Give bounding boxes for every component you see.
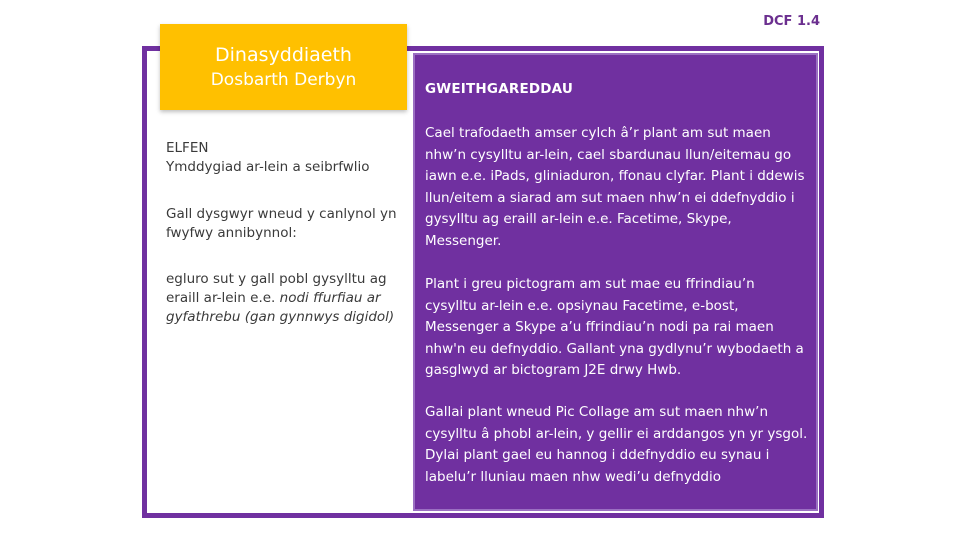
activities-panel bbox=[413, 53, 818, 511]
activities-heading: GWEITHGAREDDAU bbox=[425, 81, 574, 97]
learners-statement: Gall dysgwyr wneud y canlynol yn fwyfwy annibynnol: bbox=[166, 206, 397, 241]
explain-statement bbox=[166, 270, 404, 327]
title-box bbox=[160, 24, 407, 110]
elfen-value: Ymddygiad ar-lein a seibrfwlio bbox=[166, 159, 370, 175]
elfen-label: ELFEN bbox=[166, 140, 209, 156]
activity-paragraph-3: Gallai plant wneud Pic Collage am sut maen nhw’n cysylltu â phobl ar-lein, y gellir ei arddangos yn yr ysgol. Dylai plant gael eu hannog i ddefnyddio eu synau i labelu’r lluniau maen nhw wedi’u defnyddio bbox=[425, 404, 808, 485]
explain-italic: nodi ffurfiau ar gyfathrebu (gan gynnwys digidol) bbox=[166, 290, 395, 325]
elfen-block bbox=[166, 139, 404, 177]
activity-paragraph-2: Plant i greu pictogram am sut mae eu ffrindiau’n cysylltu ar-lein e.e. opsiynau Facetime, e-bost, Messenger a Skype a’u ffrindiau’n nodi pa rai maen nhw'n eu defnyddio. Gallant yna gydlynu’r wybodaeth a gasglwyd ar bictogram J2E drwy Hwb. bbox=[425, 276, 804, 378]
activity-paragraph-1: Cael trafodaeth amser cylch â’r plant am sut maen nhw’n cysylltu ar-lein, cael sbardunau llun/eitemau go iawn e.e. iPads, gliniaduron, ffonau clyfar. Plant i ddewis llun/eitem a siarad am sut maen nhw’n ei ddefnyddio i gysylltu ag eraill ar-lein e.e. Facetime, Skype, Messenger. bbox=[425, 125, 805, 249]
title-main: Dinasyddiaeth bbox=[215, 44, 352, 66]
title-sub: Dosbarth Derbyn bbox=[210, 70, 357, 90]
explain-plain: egluro sut y gall pobl gysylltu ag eraill ar-lein e.e. bbox=[166, 271, 387, 306]
slide-code: DCF 1.4 bbox=[763, 14, 820, 29]
